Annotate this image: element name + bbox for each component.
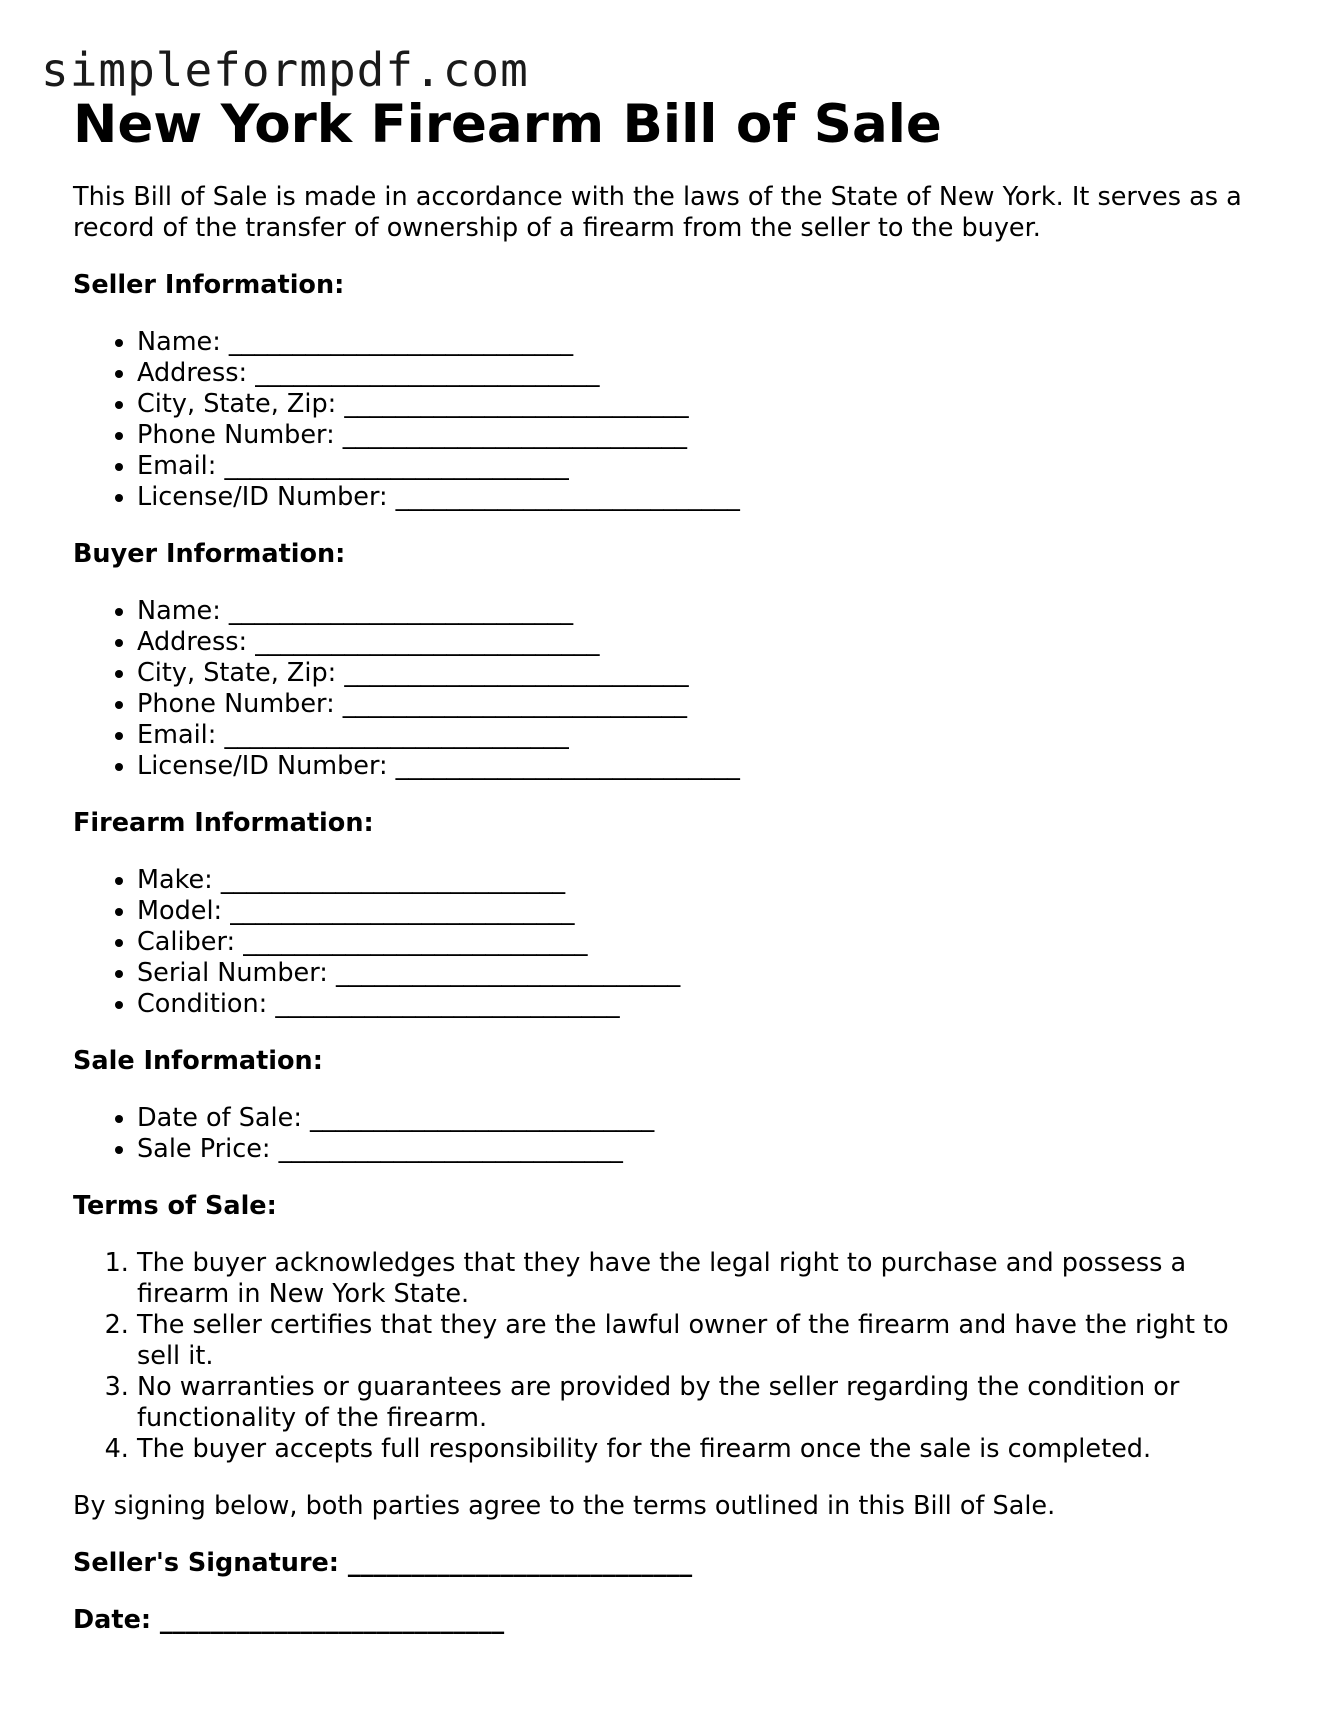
terms-heading: Terms of Sale: — [73, 1191, 277, 1221]
buyer-fields — [73, 596, 1253, 782]
firearm-serial-field: • Serial Number: ___________________________ — [137, 958, 1253, 989]
intro-paragraph: This Bill of Sale is made in accordance with the laws of the State of New York. It serves as a record of the transfer of ownership of a firearm from the seller to the buyer. — [73, 182, 1242, 243]
firearm-model-field: • Model: ___________________________ — [137, 896, 1253, 927]
watermark: simpleformpdf.com — [41, 43, 529, 97]
seller-address-field: • Address: ___________________________ — [137, 358, 1253, 389]
seller-phone-field: • Phone Number: ___________________________ — [137, 420, 1253, 451]
seller-heading: Seller Information: — [73, 270, 345, 300]
firearm-caliber-field: • Caliber: ___________________________ — [137, 927, 1253, 958]
buyer-heading: Buyer Information: — [73, 539, 346, 569]
seller-fields — [73, 327, 1253, 513]
sale-heading: Sale Information: — [73, 1046, 323, 1076]
sale-date-field: • Date of Sale: ___________________________ — [137, 1103, 1253, 1134]
term-item: 1. The buyer acknowledges that they have the legal right to purchase and possess a firearm in New York State. — [137, 1248, 1253, 1310]
seller-name-field: • Name: ___________________________ — [137, 327, 1253, 358]
buyer-license-field: • License/ID Number: ___________________________ — [137, 751, 1253, 782]
buyer-city-state-zip-field: • City, State, Zip: ___________________________ — [137, 658, 1253, 689]
seller-email-field: • Email: ___________________________ — [137, 451, 1253, 482]
sale-price-field: • Sale Price: ___________________________ — [137, 1134, 1253, 1165]
firearm-condition-field: • Condition: ___________________________ — [137, 989, 1253, 1020]
term-item: 4. The buyer accepts full responsibility for the firearm once the sale is completed. — [137, 1434, 1253, 1465]
document-page — [73, 92, 1253, 1636]
buyer-phone-field: • Phone Number: ___________________________ — [137, 689, 1253, 720]
buyer-name-field: • Name: ___________________________ — [137, 596, 1253, 627]
seller-signature-line: Seller's Signature: ___________________________ — [73, 1548, 693, 1578]
buyer-address-field: • Address: ___________________________ — [137, 627, 1253, 658]
seller-license-field: • License/ID Number: ___________________________ — [137, 482, 1253, 513]
seller-city-state-zip-field: • City, State, Zip: ___________________________ — [137, 389, 1253, 420]
buyer-email-field: • Email: ___________________________ — [137, 720, 1253, 751]
sale-fields — [73, 1103, 1253, 1165]
term-item: 3. No warranties or guarantees are provided by the seller regarding the condition or functionality of the firearm. — [137, 1372, 1253, 1434]
firearm-make-field: • Make: ___________________________ — [137, 865, 1253, 896]
closing-statement: By signing below, both parties agree to the terms outlined in this Bill of Sale. — [73, 1491, 1056, 1521]
firearm-fields — [73, 865, 1253, 1020]
firearm-heading: Firearm Information: — [73, 808, 374, 838]
terms-list — [73, 1248, 1253, 1465]
date-line: Date: ___________________________ — [73, 1605, 505, 1635]
term-item: 2. The seller certifies that they are the lawful owner of the firearm and have the right to sell it. — [137, 1310, 1253, 1372]
page-title: New York Firearm Bill of Sale — [73, 94, 942, 155]
